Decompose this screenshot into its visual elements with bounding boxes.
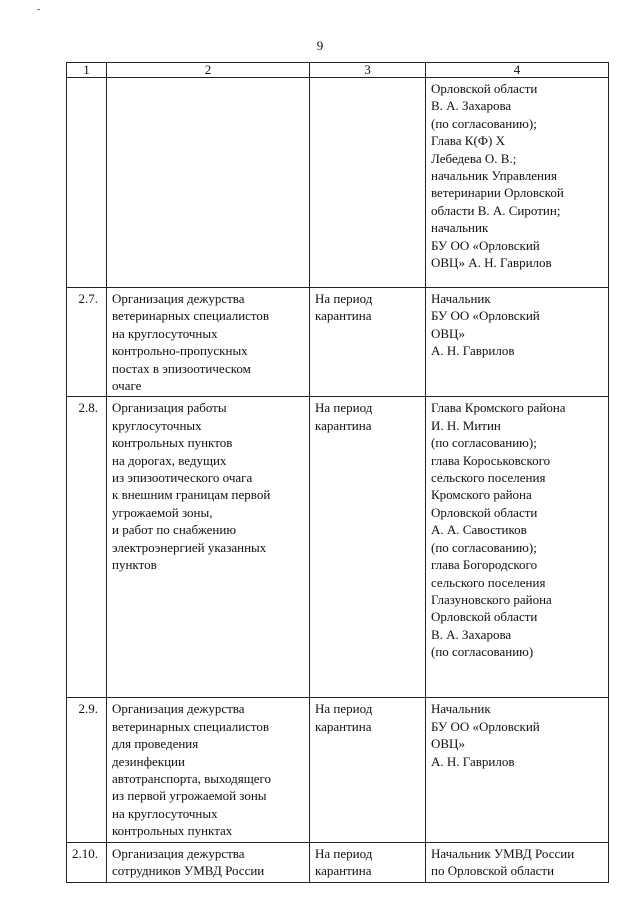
period-cell: На период карантина <box>310 288 426 397</box>
table-row <box>67 288 609 397</box>
period-cell: На период карантина <box>310 842 426 882</box>
column-header-number: 1 <box>67 63 107 78</box>
table-header-row <box>67 63 609 78</box>
page-number: 9 <box>316 38 324 53</box>
period-cell: На период карантина <box>310 397 426 698</box>
period-cell: На период карантина <box>310 698 426 842</box>
scan-mark <box>37 9 40 10</box>
row-number: 2.7. <box>67 288 107 397</box>
table-row <box>67 842 609 882</box>
responsible-cell: Начальник УМВД России по Орловской области <box>426 842 609 882</box>
row-number: 2.10. <box>67 842 107 882</box>
activity-cell: Организация дежурства ветеринарных специалистов на круглосуточных контрольно-пропускных постах в эпизоотическом очаге <box>107 288 310 397</box>
responsible-cell: Глава Кромского района И. Н. Митин (по согласованию); глава Короськовского сельского поселения Кромского района Орловской области А. А. Савостиков (по согласованию); глава Богородского сельского поселения Глазуновского района Орловской области В. А. Захарова (по согласованию) <box>426 397 609 698</box>
period-cell <box>310 78 426 288</box>
responsible-cell: Начальник БУ ОО «Орловский ОВЦ» А. Н. Гаврилов <box>426 698 609 842</box>
activity-cell: Организация работы круглосуточных контрольных пунктов на дорогах, ведущих из эпизоотического очага к внешним границам первой угрожаемой зоны, и работ по снабжению электроэнергией указанных пунктов <box>107 397 310 698</box>
column-header-responsible: 4 <box>426 63 609 78</box>
responsible-cell: Начальник БУ ОО «Орловский ОВЦ» А. Н. Гаврилов <box>426 288 609 397</box>
measures-table <box>66 62 609 883</box>
responsible-cell: Орловской области В. А. Захарова (по согласованию); Глава К(Ф) Х Лебедева О. В.; начальник Управления ветеринарии Орловской области В. А. Сиротин; начальник БУ ОО «Орловский ОВЦ» А. Н. Гаврилов <box>426 78 609 288</box>
column-header-activity: 2 <box>107 63 310 78</box>
row-number: 2.8. <box>67 397 107 698</box>
column-header-period: 3 <box>310 63 426 78</box>
table-row <box>67 698 609 842</box>
activity-cell: Организация дежурства ветеринарных специалистов для проведения дезинфекции автотранспорта, выходящего из первой угрожаемой зоны на круглосуточных контрольных пунктах <box>107 698 310 842</box>
row-number: 2.9. <box>67 698 107 842</box>
table-row <box>67 397 609 698</box>
activity-cell <box>107 78 310 288</box>
activity-cell: Организация дежурства сотрудников УМВД России <box>107 842 310 882</box>
table-row <box>67 78 609 288</box>
row-number <box>67 78 107 288</box>
